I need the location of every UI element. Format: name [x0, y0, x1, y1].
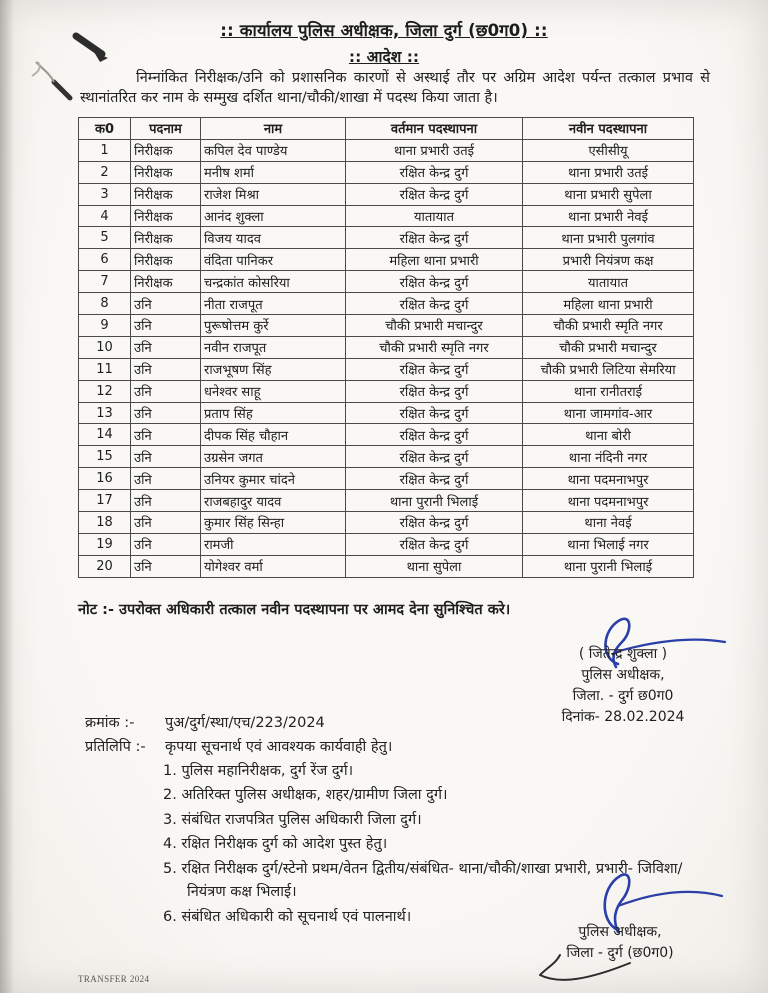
transfer-table-body — [79, 139, 694, 577]
table-row — [79, 315, 694, 337]
table-cell: रक्षित केन्द्र दुर्ग — [346, 161, 523, 183]
table-cell: 5 — [79, 227, 131, 249]
copy-list-item: 6. संबंधित अधिकारी को सूचनार्थ एवं पालनार्थ। — [163, 908, 412, 925]
table-cell: 20 — [79, 555, 131, 577]
table-cell: थाना प्रभारी पुलगांव — [523, 227, 694, 249]
table-cell: वंदिता पानिकर — [201, 249, 346, 271]
col-header-designation: पदनाम — [131, 118, 201, 140]
transfer-table — [78, 117, 694, 578]
table-row — [79, 533, 694, 555]
table-cell: थाना पुरानी भिलाई — [346, 490, 523, 512]
table-cell: थाना बोरी — [523, 424, 694, 446]
table-cell: 3 — [79, 183, 131, 205]
table-row — [79, 205, 694, 227]
table-cell: कुमार सिंह सिन्हा — [201, 512, 346, 534]
table-cell: महिला थाना प्रभारी — [346, 249, 523, 271]
signature-block-top — [528, 644, 718, 728]
table-row — [79, 293, 694, 315]
table-cell: चौकी प्रभारी स्मृति नगर — [523, 315, 694, 337]
table-cell: उनि — [131, 446, 201, 468]
table-cell: 15 — [79, 446, 131, 468]
table-row — [79, 512, 694, 534]
copy-list-item: 4. रक्षित निरीक्षक दुर्ग को आदेश पुस्त हेतु। — [163, 836, 388, 853]
table-cell: रक्षित केन्द्र दुर्ग — [346, 358, 523, 380]
table-cell: विजय यादव — [201, 227, 346, 249]
table-cell: रक्षित केन्द्र दुर्ग — [346, 293, 523, 315]
table-row — [79, 468, 694, 490]
table-cell: रक्षित केन्द्र दुर्ग — [346, 446, 523, 468]
table-cell: उनि — [131, 336, 201, 358]
copy-list-item: 3. संबंधित राजपत्रित पुलिस अधिकारी जिला दुर्ग। — [163, 811, 422, 828]
table-cell: 6 — [79, 249, 131, 271]
table-row — [79, 358, 694, 380]
pratilipi-label: प्रतिलिपि :- — [85, 739, 146, 755]
table-cell: 8 — [79, 293, 131, 315]
table-cell: निरीक्षक — [131, 249, 201, 271]
table-cell: रक्षित केन्द्र दुर्ग — [346, 402, 523, 424]
table-cell: रक्षित केन्द्र दुर्ग — [346, 271, 523, 293]
signatory-designation: पुलिस अधीक्षक, — [581, 667, 665, 683]
table-cell: दीपक सिंह चौहान — [201, 424, 346, 446]
table-row — [79, 424, 694, 446]
table-cell: उनियर कुमार चांदने — [201, 468, 346, 490]
table-cell: महिला थाना प्रभारी — [523, 293, 694, 315]
table-cell: थाना पदमनाभपुर — [523, 468, 694, 490]
table-cell: योगेश्वर वर्मा — [201, 555, 346, 577]
table-row — [79, 139, 694, 161]
table-cell: 17 — [79, 490, 131, 512]
table-cell: 18 — [79, 512, 131, 534]
table-cell: 1 — [79, 139, 131, 161]
table-cell: प्रताप सिंह — [201, 402, 346, 424]
pratilipi-value: कृपया सूचनार्थ एवं आवश्यक कार्यवाही हेतु। — [165, 739, 393, 755]
table-cell: थाना प्रभारी नेवई — [523, 205, 694, 227]
table-cell: नीता राजपूत — [201, 293, 346, 315]
table-row — [79, 271, 694, 293]
table-cell: चौकी प्रभारी लिटिया सेमरिया — [523, 358, 694, 380]
table-cell: थाना रानीतराई — [523, 380, 694, 402]
table-cell: उनि — [131, 380, 201, 402]
table-cell: निरीक्षक — [131, 161, 201, 183]
table-cell: मनीष शर्मा — [201, 161, 346, 183]
table-cell: निरीक्षक — [131, 227, 201, 249]
table-cell: थाना प्रभारी उतई — [523, 161, 694, 183]
table-cell: यातायात — [346, 205, 523, 227]
table-row — [79, 380, 694, 402]
table-cell: थाना भिलाई नगर — [523, 533, 694, 555]
signatory-name: ( जितेन्द्र शुक्ला ) — [578, 646, 668, 662]
kramank-label: क्रमांक :- — [85, 715, 135, 731]
table-row — [79, 336, 694, 358]
table-cell: उनि — [131, 402, 201, 424]
table-cell: रक्षित केन्द्र दुर्ग — [346, 227, 523, 249]
table-cell: 4 — [79, 205, 131, 227]
bottom-district: जिला - दुर्ग (छ0ग0) — [566, 945, 674, 961]
table-cell: राजभूषण सिंह — [201, 358, 346, 380]
table-row — [79, 249, 694, 271]
table-cell: रामजी — [201, 533, 346, 555]
copy-list-item: 5. रक्षित निरीक्षक दुर्ग/स्टेनो प्रथम/वेतन द्वितीय/संबंधित- थाना/चौकी/शाखा प्रभारी, प्रभारी- जिविशा/नियंत्रण कक्ष भिलाई। — [163, 860, 683, 901]
bottom-designation: पुलिस अधीक्षक, — [578, 924, 662, 940]
table-header-row — [79, 118, 694, 140]
table-cell: उनि — [131, 468, 201, 490]
table-cell: निरीक्षक — [131, 205, 201, 227]
intro-paragraph: निम्नांकित निरीक्षक/उनि को प्रशासनिक कारणों से अस्थाई तौर पर अग्रिम आदेश पर्यन्त तत्काल प्रभाव से स्थानांतरित कर नाम के सम्मुख दर्शित थाना/चौकी/शाखा में पदस्थ किया जाता है। — [80, 70, 710, 106]
table-cell: आनंद शुक्ला — [201, 205, 346, 227]
table-row — [79, 555, 694, 577]
table-cell: रक्षित केन्द्र दुर्ग — [346, 468, 523, 490]
table-cell: कपिल देव पाण्डेय — [201, 139, 346, 161]
table-cell: चौकी प्रभारी स्मृति नगर — [346, 336, 523, 358]
table-cell: निरीक्षक — [131, 139, 201, 161]
table-cell: यातायात — [523, 271, 694, 293]
footer-text: TRANSFER 2024 — [78, 974, 150, 984]
table-cell: थाना नेवई — [523, 512, 694, 534]
table-cell: 14 — [79, 424, 131, 446]
table-cell: उग्रसेन जगत — [201, 446, 346, 468]
table-cell: थाना प्रभारी सुपेला — [523, 183, 694, 205]
note-line: नोट :- उपरोक्त अधिकारी तत्काल नवीन पदस्थापना पर आमद देना सुनिश्चित करे। — [78, 602, 511, 618]
table-cell: थाना सुपेला — [346, 555, 523, 577]
table-row — [79, 446, 694, 468]
table-row — [79, 227, 694, 249]
table-cell: पुरूषोत्तम कुर्रे — [201, 315, 346, 337]
table-row — [79, 402, 694, 424]
table-cell: थाना प्रभारी उतई — [346, 139, 523, 161]
table-cell: प्रभारी नियंत्रण कक्ष — [523, 249, 694, 271]
table-cell: चौकी प्रभारी मचान्दुर — [523, 336, 694, 358]
table-cell: 2 — [79, 161, 131, 183]
table-row — [79, 183, 694, 205]
kramank-value: पुअ/दुर्ग/स्था/एच/223/2024 — [165, 715, 325, 731]
table-row — [79, 161, 694, 183]
table-cell: रक्षित केन्द्र दुर्ग — [346, 183, 523, 205]
col-header-name: नाम — [201, 118, 346, 140]
table-cell: धनेश्वर साहू — [201, 380, 346, 402]
table-cell: निरीक्षक — [131, 183, 201, 205]
table-cell: चौकी प्रभारी मचान्दुर — [346, 315, 523, 337]
table-cell: 11 — [79, 358, 131, 380]
table-cell: एसीसीयू — [523, 139, 694, 161]
table-cell: उनि — [131, 293, 201, 315]
table-cell: रक्षित केन्द्र दुर्ग — [346, 512, 523, 534]
copy-list — [163, 760, 711, 930]
table-cell: 12 — [79, 380, 131, 402]
table-cell: 9 — [79, 315, 131, 337]
table-cell: 16 — [79, 468, 131, 490]
table-cell: उनि — [131, 424, 201, 446]
copy-list-item: 1. पुलिस महानिरीक्षक, दुर्ग रेंज दुर्ग। — [163, 763, 354, 779]
kramank-row — [85, 712, 325, 732]
table-cell: रक्षित केन्द्र दुर्ग — [346, 380, 523, 402]
table-cell: थाना पदमनाभपुर — [523, 490, 694, 512]
table-cell: उनि — [131, 533, 201, 555]
signatory-district: जिला. - दुर्ग छ0ग0 — [572, 688, 674, 704]
table-cell: नवीन राजपूत — [201, 336, 346, 358]
table-cell: थाना नंदिनी नगर — [523, 446, 694, 468]
table-cell: 19 — [79, 533, 131, 555]
table-cell: उनि — [131, 490, 201, 512]
order-heading: :: आदेश :: — [348, 48, 420, 66]
table-cell: राजेश मिश्रा — [201, 183, 346, 205]
col-header-serial: क0 — [79, 118, 131, 140]
order-date: दिनांक- 28.02.2024 — [561, 709, 685, 725]
page-title: :: कार्यालय पुलिस अधीक्षक, जिला दुर्ग (छ0ग0) :: — [220, 21, 548, 40]
signature-block-bottom — [520, 922, 720, 964]
col-header-current-posting: वर्तमान पदस्थापना — [346, 118, 523, 140]
table-cell: उनि — [131, 358, 201, 380]
table-cell: उनि — [131, 315, 201, 337]
table-cell: निरीक्षक — [131, 271, 201, 293]
table-cell: रक्षित केन्द्र दुर्ग — [346, 424, 523, 446]
table-cell: 7 — [79, 271, 131, 293]
col-header-new-posting: नवीन पदस्थापना — [523, 118, 694, 140]
table-cell: रक्षित केन्द्र दुर्ग — [346, 533, 523, 555]
table-cell: 13 — [79, 402, 131, 424]
table-cell: 10 — [79, 336, 131, 358]
table-row — [79, 490, 694, 512]
table-cell: राजबहादुर यादव — [201, 490, 346, 512]
table-cell: चन्द्रकांत कोसरिया — [201, 271, 346, 293]
copy-list-item: 2. अतिरिक्त पुलिस अधीक्षक, शहर/ग्रामीण जिला दुर्ग। — [163, 787, 448, 804]
table-cell: उनि — [131, 555, 201, 577]
table-cell: उनि — [131, 512, 201, 534]
pratilipi-row — [85, 736, 392, 756]
table-cell: थाना पुरानी भिलाई — [523, 555, 694, 577]
table-cell: थाना जामगांव-आर — [523, 402, 694, 424]
